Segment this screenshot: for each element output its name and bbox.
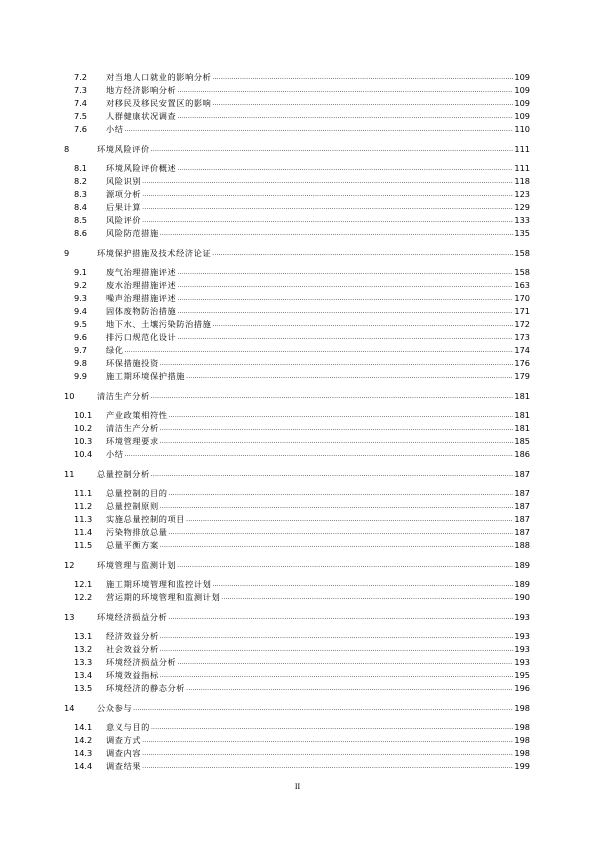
toc-entry-page: 171: [514, 306, 530, 316]
toc-section-entry[interactable]: [64, 760, 530, 773]
toc-entry-number: 13.3: [74, 657, 93, 667]
toc-entry-number: 8.2: [74, 176, 88, 186]
toc-entry-page: 193: [514, 644, 530, 654]
toc-section-entry[interactable]: [64, 227, 530, 240]
toc-entry-number: 8.3: [74, 189, 88, 199]
toc-section-entry[interactable]: [64, 591, 530, 604]
toc-dot-leader: [160, 629, 514, 643]
toc-entry-title: 经济效益分析: [106, 631, 159, 641]
toc-entry-title: 实施总量控制的项目: [106, 514, 186, 524]
toc-dot-leader: [186, 369, 513, 383]
toc-dot-leader: [125, 343, 514, 357]
toc-entry-page: 170: [514, 293, 530, 303]
toc-entry-title: 意义与目的: [106, 722, 150, 732]
toc-entry-number: 9.8: [74, 358, 88, 368]
toc-entry-page: 109: [514, 98, 530, 108]
toc-entry-number: 14.2: [74, 735, 93, 745]
toc-dot-leader: [186, 681, 513, 695]
toc-entry-title: 环境经济损益分析: [106, 657, 177, 667]
toc-entry-title: 调查内容: [106, 748, 142, 758]
toc-entry-number: 14: [64, 703, 75, 713]
toc-entry-number: 9.6: [74, 332, 88, 342]
toc-entry-number: 9.7: [74, 345, 88, 355]
toc-entry-title: 对移民及移民安置区的影响: [106, 98, 212, 108]
toc-entry-number: 10.1: [74, 410, 93, 420]
toc-entry-number: 14.4: [74, 761, 93, 771]
toc-entry-page: 118: [514, 176, 530, 186]
toc-entry-page: 193: [514, 631, 530, 641]
toc-entry-number: 13.4: [74, 670, 93, 680]
toc-entry-page: 198: [514, 703, 530, 713]
toc-entry-page: 111: [514, 163, 530, 173]
toc-entry-number: 8.4: [74, 202, 88, 212]
toc-dot-leader: [177, 655, 513, 669]
toc-entry-number: 8: [64, 144, 70, 154]
toc-entry-number: 12: [64, 560, 75, 570]
toc-entry-number: 9.3: [74, 293, 88, 303]
toc-entry-title: 总量控制分析: [97, 469, 150, 479]
toc-entry-title: 社会效益分析: [106, 644, 159, 654]
toc-entry-page: 193: [514, 612, 530, 622]
toc-dot-leader: [212, 70, 513, 84]
toc-dot-leader: [142, 200, 513, 214]
toc-entry-title: 施工期环境管理和监控计划: [106, 579, 212, 589]
toc-entry-page: 189: [514, 579, 530, 589]
toc-entry-page: 174: [514, 345, 530, 355]
toc-dot-leader: [125, 122, 514, 136]
toc-dot-leader: [177, 558, 513, 572]
toc-dot-leader: [151, 720, 513, 734]
toc-dot-leader: [160, 421, 514, 435]
toc-entry-number: 7.4: [74, 98, 88, 108]
toc-entry-page: 187: [514, 501, 530, 511]
toc-entry-page: 195: [514, 670, 530, 680]
toc-dot-leader: [151, 142, 514, 156]
toc-dot-leader: [212, 577, 513, 591]
toc-entry-title: 后果计算: [106, 202, 142, 212]
toc-entry-title: 噪声治理措施评述: [106, 293, 177, 303]
toc-entry-page: 109: [514, 72, 530, 82]
toc-entry-number: 7.2: [74, 72, 88, 82]
toc-dot-leader: [133, 701, 513, 715]
toc-dot-leader: [142, 213, 513, 227]
toc-entry-page: 186: [514, 449, 530, 459]
toc-entry-number: 9: [64, 248, 70, 258]
toc-entry-page: 185: [514, 436, 530, 446]
toc-entry-title: 风险识别: [106, 176, 142, 186]
toc-entry-page: 181: [514, 410, 530, 420]
toc-dot-leader: [168, 610, 513, 624]
toc-entry-page: 110: [514, 124, 530, 134]
toc-entry-number: 9.2: [74, 280, 88, 290]
toc-entry-number: 8.6: [74, 228, 88, 238]
toc-entry-page: 189: [514, 560, 530, 570]
toc-entry-title: 人群健康状况调查: [106, 111, 177, 121]
toc-entry-title: 环境风险评价概述: [106, 163, 177, 173]
toc-dot-leader: [169, 486, 514, 500]
toc-entry-title: 固体废物防治措施: [106, 306, 177, 316]
toc-entry-title: 废水治理措施评述: [106, 280, 177, 290]
toc-entry-number: 8.5: [74, 215, 88, 225]
toc-entry-number: 13: [64, 612, 75, 622]
toc-entry-title: 风险评价: [106, 215, 142, 225]
toc-dot-leader: [160, 642, 514, 656]
toc-entry-page: 123: [514, 189, 530, 199]
toc-entry-title: 污染物排放总量: [106, 527, 168, 537]
toc-entry-title: 环境管理与监测计划: [97, 560, 177, 570]
toc-entry-page: 135: [514, 228, 530, 238]
toc-dot-leader: [186, 512, 513, 526]
toc-entry-number: 11: [64, 469, 75, 479]
toc-dot-leader: [212, 96, 513, 110]
toc-entry-page: 193: [514, 657, 530, 667]
toc-dot-leader: [142, 746, 513, 760]
toc-entry-title: 营运期的环境管理和监测计划: [106, 592, 221, 602]
toc-chapter-entry[interactable]: [64, 143, 530, 156]
toc-entry-title: 小结: [106, 124, 124, 134]
toc-entry-page: 111: [514, 144, 530, 154]
toc-dot-leader: [160, 668, 514, 682]
toc-entry-title: 调查方式: [106, 735, 142, 745]
toc-entry-page: 173: [514, 332, 530, 342]
toc-entry-page: 176: [514, 358, 530, 368]
toc-dot-leader: [212, 317, 513, 331]
toc-dot-leader: [212, 246, 513, 260]
toc-entry-title: 总量平衡方案: [106, 540, 159, 550]
toc-entry-number: 12.1: [74, 579, 93, 589]
toc-dot-leader: [177, 278, 513, 292]
toc-section-entry[interactable]: [64, 539, 530, 552]
toc-entry-page: 187: [514, 488, 530, 498]
toc-entry-number: 9.5: [74, 319, 88, 329]
toc-entry-number: 13.2: [74, 644, 93, 654]
toc-entry-page: 109: [514, 111, 530, 121]
toc-entry-page: 188: [514, 540, 530, 550]
toc-entry-number: 10.4: [74, 449, 93, 459]
toc-entry-title: 源项分析: [106, 189, 142, 199]
toc-dot-leader: [177, 330, 513, 344]
toc-entry-page: 129: [514, 202, 530, 212]
toc-dot-leader: [177, 109, 513, 123]
toc-dot-leader: [160, 356, 514, 370]
toc-entry-number: 8.1: [74, 163, 88, 173]
toc-entry-title: 地方经济影响分析: [106, 85, 177, 95]
toc-entry-title: 小结: [106, 449, 124, 459]
toc-entry-title: 排污口规范化设计: [106, 332, 177, 342]
toc-entry-page: 109: [514, 85, 530, 95]
toc-dot-leader: [160, 538, 514, 552]
toc-entry-number: 11.3: [74, 514, 93, 524]
toc-dot-leader: [142, 759, 513, 773]
toc-entry-page: 198: [514, 735, 530, 745]
toc-entry-title: 废气治理措施评述: [106, 267, 177, 277]
page-number: II: [294, 782, 301, 791]
toc-entry-number: 7.3: [74, 85, 88, 95]
toc-entry-page: 158: [514, 248, 530, 258]
toc-entry-title: 环保措施投资: [106, 358, 159, 368]
toc-entry-page: 199: [514, 761, 530, 771]
toc-entry-number: 14.3: [74, 748, 93, 758]
toc-entry-page: 181: [514, 391, 530, 401]
toc-dot-leader: [142, 174, 513, 188]
toc-chapter-entry[interactable]: [64, 468, 530, 481]
toc-entry-number: 11.5: [74, 540, 93, 550]
toc-dot-leader: [160, 499, 514, 513]
toc-entry-title: 环境效益指标: [106, 670, 159, 680]
toc-entry-title: 调查结果: [106, 761, 142, 771]
toc-dot-leader: [151, 389, 514, 403]
toc-section-entry[interactable]: [64, 448, 530, 461]
toc-entry-title: 风险防范措施: [106, 228, 159, 238]
toc-entry-page: 181: [514, 423, 530, 433]
toc-dot-leader: [177, 83, 513, 97]
toc-entry-title: 环境经济损益分析: [97, 612, 168, 622]
toc-dot-leader: [177, 161, 513, 175]
toc-dot-leader: [142, 733, 513, 747]
toc-entry-page: 187: [514, 469, 530, 479]
toc-dot-leader: [177, 291, 513, 305]
toc-entry-title: 产业政策相符性: [106, 410, 168, 420]
toc-dot-leader: [142, 187, 513, 201]
toc-entry-page: 187: [514, 527, 530, 537]
toc-entry-page: 198: [514, 748, 530, 758]
toc-chapter-entry[interactable]: [64, 247, 530, 260]
toc-entry-title: 清洁生产分析: [106, 423, 159, 433]
toc-entry-title: 公众参与: [97, 703, 133, 713]
toc-entry-number: 7.5: [74, 111, 88, 121]
toc-entry-number: 11.2: [74, 501, 93, 511]
toc-dot-leader: [151, 467, 514, 481]
toc-entry-page: 179: [514, 371, 530, 381]
toc-entry-title: 环境保护措施及技术经济论证: [97, 248, 212, 258]
toc-entry-number: 9.9: [74, 371, 88, 381]
toc-entry-number: 12.2: [74, 592, 93, 602]
toc-entry-page: 163: [514, 280, 530, 290]
toc-entry-number: 14.1: [74, 722, 93, 732]
toc-entry-page: 190: [514, 592, 530, 602]
toc-section-entry[interactable]: [64, 123, 530, 136]
toc-entry-title: 环境管理要求: [106, 436, 159, 446]
toc-entry-title: 对当地人口就业的影响分析: [106, 72, 212, 82]
toc-entry-title: 环境经济的静态分析: [106, 683, 186, 693]
toc-entry-number: 7.6: [74, 124, 88, 134]
toc-section-entry[interactable]: [64, 682, 530, 695]
toc-entry-title: 地下水、土壤污染防治措施: [106, 319, 212, 329]
toc-entry-number: 10.3: [74, 436, 93, 446]
toc-dot-leader: [177, 304, 513, 318]
toc-entry-title: 总量控制原则: [106, 501, 159, 511]
toc-chapter-entry[interactable]: [64, 390, 530, 403]
toc-chapter-entry[interactable]: [64, 611, 530, 624]
toc-entry-number: 10.2: [74, 423, 93, 433]
toc-dot-leader: [177, 265, 513, 279]
toc-entry-title: 总量控制的目的: [106, 488, 168, 498]
toc-entry-title: 施工期环境保护措施: [106, 371, 186, 381]
toc-dot-leader: [160, 434, 514, 448]
toc-dot-leader: [160, 226, 514, 240]
toc-chapter-entry[interactable]: [64, 702, 530, 715]
toc-dot-leader: [169, 525, 514, 539]
toc-entry-number: 11.1: [74, 488, 93, 498]
toc-entry-page: 158: [514, 267, 530, 277]
toc-entry-title: 环境风险评价: [97, 144, 150, 154]
toc-entry-number: 10: [64, 391, 75, 401]
toc-entry-page: 187: [514, 514, 530, 524]
toc-entry-number: 13.1: [74, 631, 93, 641]
toc-entry-number: 9.4: [74, 306, 88, 316]
toc-entry-title: 绿化: [106, 345, 124, 355]
toc-entry-page: 172: [514, 319, 530, 329]
toc-entry-number: 9.1: [74, 267, 88, 277]
toc-entry-number: 13.5: [74, 683, 93, 693]
toc-entry-title: 清洁生产分析: [97, 391, 150, 401]
toc-entry-page: 196: [514, 683, 530, 693]
toc-dot-leader: [221, 590, 513, 604]
table-of-contents: [64, 71, 530, 773]
toc-entry-number: 11.4: [74, 527, 93, 537]
toc-entry-page: 198: [514, 722, 530, 732]
toc-dot-leader: [169, 408, 514, 422]
toc-dot-leader: [125, 447, 514, 461]
toc-chapter-entry[interactable]: [64, 559, 530, 572]
toc-section-entry[interactable]: [64, 370, 530, 383]
toc-entry-page: 133: [514, 215, 530, 225]
